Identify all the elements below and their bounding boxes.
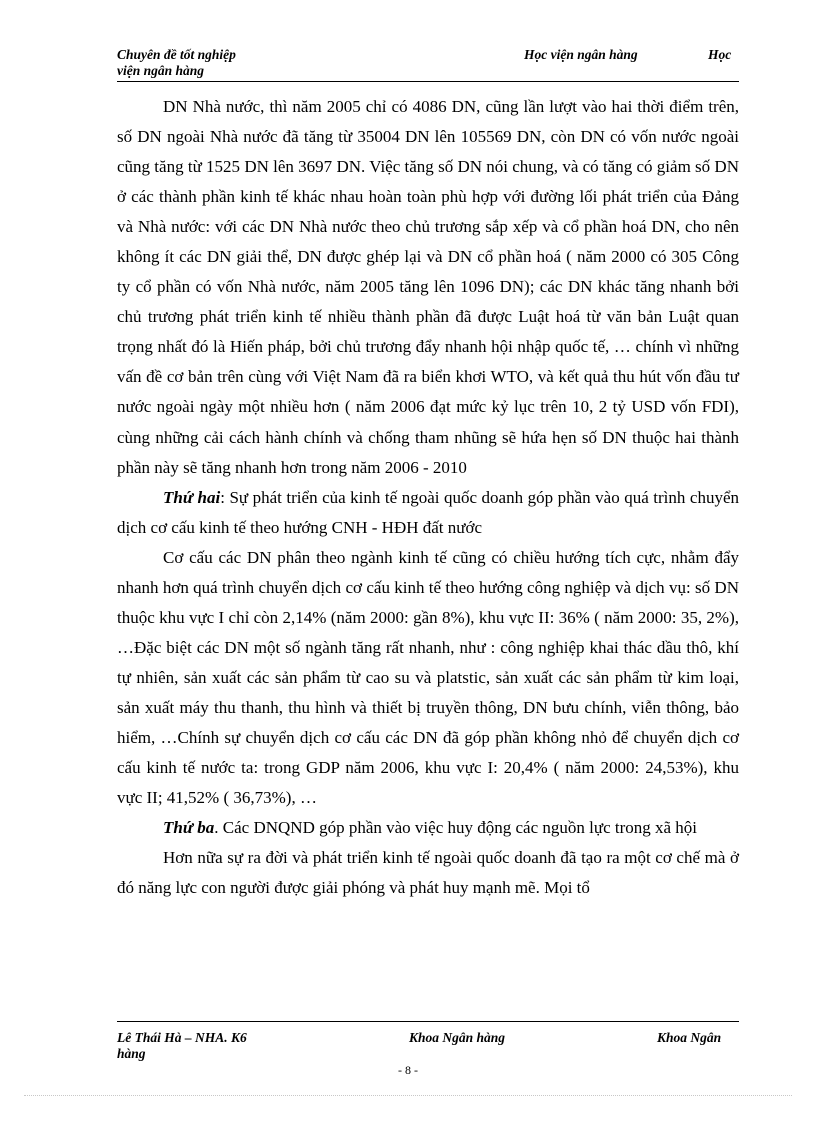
- footer-wrap-text: hàng: [117, 1046, 146, 1061]
- footer-right: Khoa Ngân: [657, 1030, 722, 1045]
- paragraph-4-text: . Các DNQND góp phần vào việc huy động các nguồn lực trong xã hội: [214, 818, 698, 838]
- paragraph-2-text: : Sự phát triển của kinh tế ngoài quốc doanh góp phần vào quá trình chuyển dịch cơ cấu kinh tế theo hướng CNH - HĐH đất nước: [117, 487, 739, 537]
- paragraph-4: [117, 813, 739, 843]
- page-number: - 8 -: [398, 1063, 418, 1077]
- paragraph-1: DN Nhà nước, thì năm 2005 chỉ có 4086 DN, cũng lần lượt vào hai thời điểm trên, số DN ngoài Nhà nước đã tăng từ 35004 DN lên 105569 DN, còn DN có vốn nước ngoài cũng tăng từ 1525 DN lên 3697 DN. Việc tăng số DN nói chung, và có tăng có giảm số DN ở các thành phần kinh tế khác nhau hoàn toàn phù hợp với đường lối phát triển của Đảng và Nhà nước: với các DN Nhà nước theo chủ trương sắp xếp và cổ phần hoá DN, cho nên không ít các DN giải thể, DN được ghép lại và DN cổ phần hoá ( năm 2000 có 305 Công ty cổ phần có vốn Nhà nước, năm 2005 tăng lên 1096 DN); các DN khác tăng nhanh bởi chủ trương phát triển kinh tế nhiều thành phần đã được Luật hoá từ văn bản Luật quan trọng nhất đó là Hiến pháp, bởi chủ trương đẩy nhanh hội nhập quốc tế, … chính vì những vấn đề cơ bản trên cùng với Việt Nam đã ra biển khơi WTO, và kết quả thu hút vốn đầu tư nước ngoài ngày một nhiều hơn ( năm 2006 đạt mức kỷ lục trên 10, 2 tỷ USD vốn FDI), cùng những cải cách hành chính và chống tham nhũng sẽ hứa hẹn số DN thuộc hai thành phần này sẽ tăng nhanh hơn trong năm 2006 - 2010: [117, 97, 739, 477]
- header-middle-title: Học viện ngân hàng: [524, 47, 638, 62]
- header-right-title: Học: [708, 47, 732, 62]
- footer-author: Lê Thái Hà – NHA. K6: [117, 1030, 247, 1045]
- header-left-title: Chuyên đề tốt nghiệp: [117, 47, 236, 62]
- header-wrap-text: viện ngân hàng: [117, 63, 205, 78]
- paragraph-4-lead: Thứ ba: [163, 818, 215, 838]
- paragraph-5: Hơn nữa sự ra đời và phát triển kinh tế ngoài quốc doanh đã tạo ra một cơ chế mà ở đó năng lực con người được giải phóng và phát huy mạnh mẽ. Mọi tổ: [117, 848, 739, 898]
- paragraph-3: Cơ cấu các DN phân theo ngành kinh tế cũng có chiều hướng tích cực, nhằm đẩy nhanh hơn quá trình chuyển dịch cơ cấu kinh tế theo hướng công nghiệp và dịch vụ: số DN thuộc khu vực I chỉ còn 2,14% (năm 2000: gần 8%), khu vực II: 36% ( năm 2000: 35, 2%), …Đặc biệt các DN một số ngành tăng rất nhanh, như : công nghiệp khai thác dầu thô, khí tự nhiên, sản xuất các sản phẩm từ cao su và platstic, sản xuất các sản phẩm từ kim loại, sản xuất máy thu thanh, thu hình và thiết bị truyền thông, DN bưu chính, viễn thông, bảo hiểm, …Chính sự chuyển dịch cơ cấu các DN đã góp phần không nhỏ để chuyển dịch cơ cấu kinh tế nước ta: trong GDP năm 2006, khu vực I: 20,4% ( năm 2000: 24,53%), khu vực II; 41,52% ( 36,73%), …: [117, 547, 739, 808]
- footer-middle: Khoa Ngân hàng: [409, 1030, 506, 1045]
- body-content: [117, 92, 739, 903]
- footer-divider: [117, 1021, 739, 1022]
- header-divider: [117, 81, 739, 82]
- paragraph-2-lead: Thứ hai: [163, 487, 221, 507]
- page-bottom-border: [24, 1095, 792, 1096]
- paragraph-2: [117, 483, 739, 543]
